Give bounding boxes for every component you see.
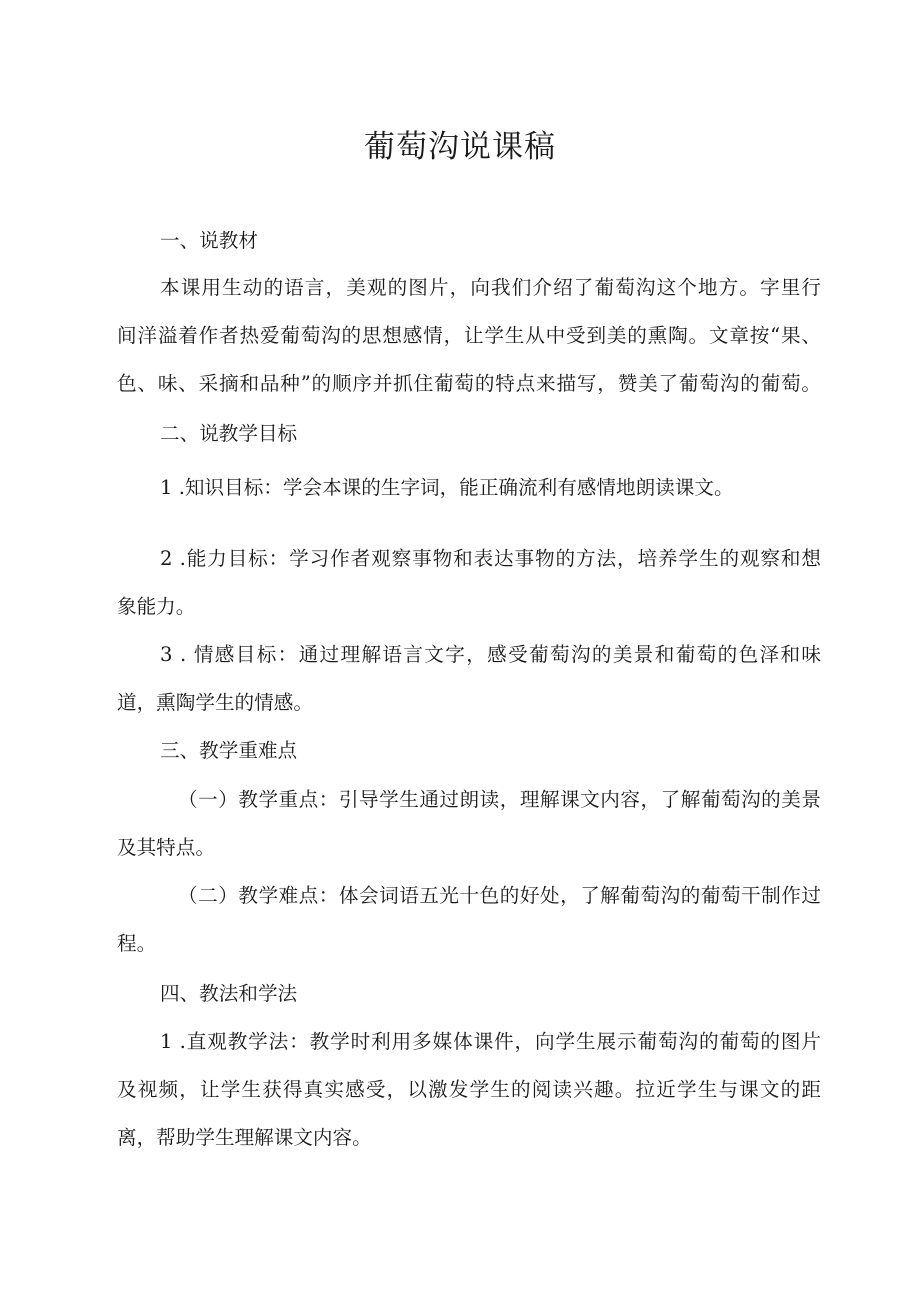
list-item-line: 1 .知识目标：学会本课的生字词，能正确流利有感情地朗读课文。 — [160, 476, 734, 499]
paragraph-line: 本课用生动的语言，美观的图片，向我们介绍了葡萄沟这个地方。字里行 — [160, 276, 821, 299]
list-item-line: 程。 — [117, 932, 157, 955]
document-title: 葡萄沟说课稿 — [364, 129, 556, 165]
list-item-line: 及视频，让学生获得真实感受，以激发学生的阅读兴趣。拉近学生与课文的距 — [117, 1078, 821, 1101]
paragraph-line: 间洋溢着作者热爱葡萄沟的思想感情，让学生从中受到美的熏陶。文章按“果、 — [117, 324, 821, 347]
list-item-line: （一）教学重点：引导学生通过朗读，理解课文内容，了解葡萄沟的美景 — [178, 788, 821, 811]
list-item-line: 象能力。 — [117, 595, 196, 618]
list-item-line: 离，帮助学生理解课文内容。 — [117, 1126, 372, 1149]
section-heading-1: 一、说教材 — [160, 229, 258, 252]
section-heading-4: 四、教法和学法 — [160, 982, 298, 1005]
list-item-line: （二）教学难点：体会词语五光十色的好处，了解葡萄沟的葡萄干制作过 — [178, 884, 821, 907]
list-item-line: 道，熏陶学生的情感。 — [117, 691, 313, 714]
section-heading-2: 二、说教学目标 — [160, 422, 298, 445]
list-item-line: 2 .能力目标：学习作者观察事物和表达事物的方法，培养学生的观察和想 — [160, 547, 821, 570]
list-item-line: 1 .直观教学法：教学时利用多媒体课件，向学生展示葡萄沟的葡萄的图片 — [160, 1030, 821, 1053]
list-item-line: 及其特点。 — [117, 836, 215, 859]
section-heading-3: 三、教学重难点 — [160, 739, 298, 762]
paragraph-line: 色、味、采摘和品种”的顺序并抓住葡萄的特点来描写，赞美了葡萄沟的葡萄。 — [117, 372, 821, 395]
list-item-line: 3 . 情感目标：通过理解语言文字，感受葡萄沟的美景和葡萄的色泽和味 — [160, 643, 821, 666]
